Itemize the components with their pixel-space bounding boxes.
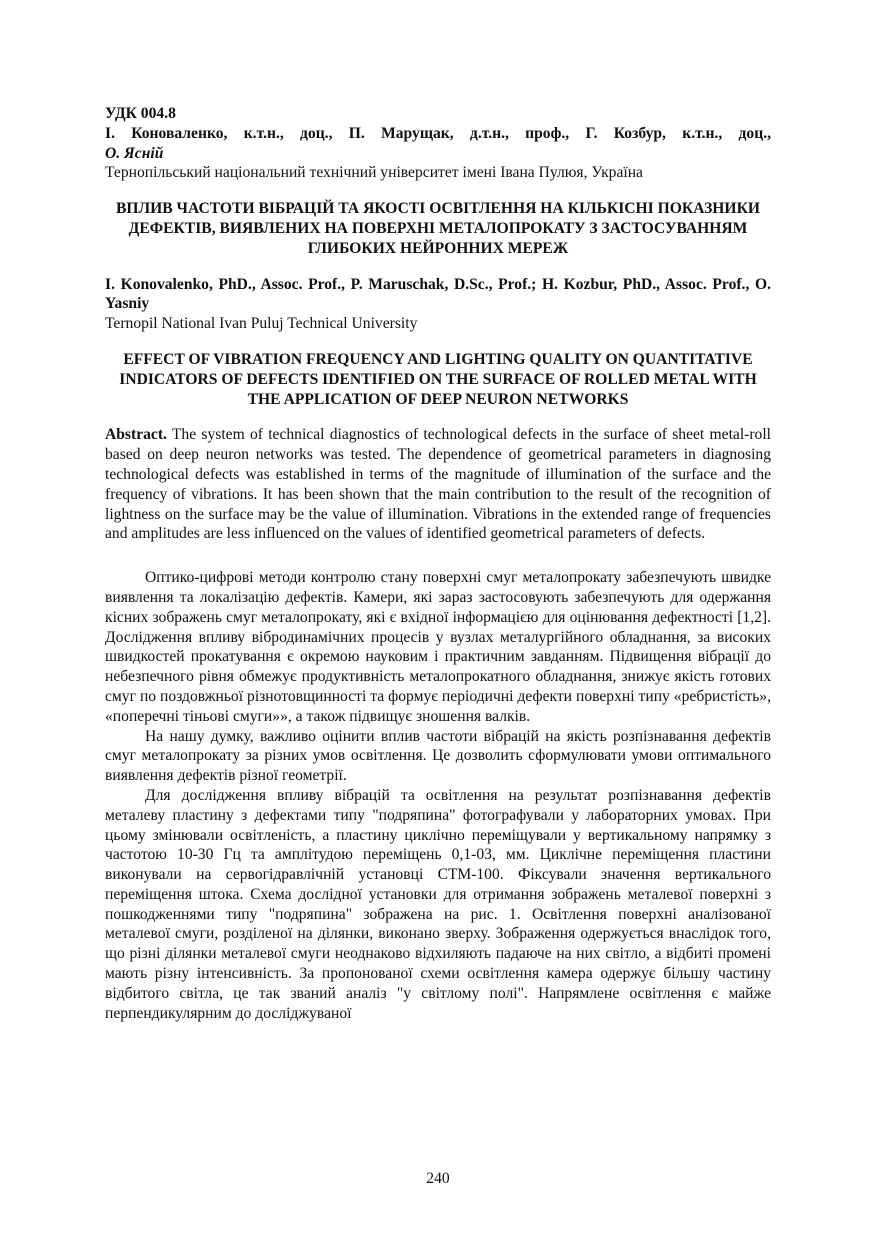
en-affiliation: Ternopil National Ivan Puluj Technical University bbox=[105, 315, 418, 333]
abstract bbox=[105, 425, 771, 544]
body-paragraph-2: На нашу думку, важливо оцінити вплив частоти вібрацій на якість розпізнавання дефектів смуг металопрокату за різних умов освітлення. Це дозволить сформулювати умови оптимального виявлення дефектів різної геометрії. bbox=[105, 727, 771, 785]
uk-authors: І. Коноваленко, к.т.н., доц., П. Марущак, д.т.н., проф., Г. Козбур, к.т.н., доц., bbox=[105, 124, 771, 142]
en-title: EFFECT OF VIBRATION FREQUENCY AND LIGHTING QUALITY ON QUANTITATIVE INDICATORS OF DEFECTS IDENTIFIED ON THE SURFACE OF ROLLED METAL WITH THE APPLICATION OF DEEP NEURON NETWORKS bbox=[119, 350, 757, 408]
page-number: 240 bbox=[426, 1170, 450, 1187]
abstract-text: The system of technical diagnostics of technological defects in the surface of sheet metal-roll based on deep neuron networks was tested. The dependence of geometrical parameters in diagnosing technological defects was established in terms of the magnitude of illumination of the surface and the frequency of vibrations. It has been shown that the main contribution to the result of the recognition of lightness on the surface may be the value of illumination. Vibrations in the extended range of frequencies and amplitudes are less influenced on the values of identified geometrical parameters of defects. bbox=[105, 426, 771, 543]
body-paragraph-1: Оптико-цифрові методи контролю стану поверхні смуг металопрокату забезпечують швидке виявлення та локалізацію дефектів. Камери, які зараз застосовують забезпечують для одержання кісних зображень смуг металопрокату, які є вхідної інформацією для оцінювання дефектності [1,2]. Дослідження впливу вібродинамічних процесів у вузлах металургійного обладнання, за високих швидкостей прокатування є окремою науковим і практичним завданням. Підвищення вібрації до небезпечного рівня обмежує продуктивність металопрокатного обладнання, знижує якість готових смуг по поздовжньої різнотовщинності та формує періодичні дефекти поверхні типу «ребристість», «поперечні тіньові смуги»», а також підвищує зношення валків. bbox=[105, 569, 771, 725]
paper-page bbox=[105, 104, 771, 1023]
en-authors: I. Konovalenko, PhD., Assoc. Prof., P. Maruschak, D.Sc., Prof.; H. Kozbur, PhD., Assoc. Prof., O. Yasniy bbox=[105, 275, 771, 313]
abstract-label: Abstract. bbox=[105, 426, 167, 444]
udk-code: УДК 004.8 bbox=[105, 105, 176, 122]
uk-title: ВПЛИВ ЧАСТОТИ ВІБРАЦІЙ ТА ЯКОСТІ ОСВІТЛЕННЯ НА КІЛЬКІСНІ ПОКАЗНИКИ ДЕФЕКТІВ, ВИЯВЛЕНИХ НА ПОВЕРХНІ МЕТАЛОПРОКАТУ З ЗАСТОСУВАННЯМ ГЛИБОКИХ НЕЙРОННИХ МЕРЕЖ bbox=[115, 200, 761, 257]
body-paragraph-3: Для дослідження впливу вібрацій та освітлення на результат розпізнавання дефектів металеву пластину з дефектами типу "подряпина" фотографували у лабораторних умовах. При цьому змінювали освітленість, а пластину циклічно переміщували у вертикальному напрямку з частотою 10-30 Гц та амплітудою переміщень 0,1-03, мм. Циклічне переміщення пластини виконували на сервогідравлічній установці СТМ-100. Фіксували значення вертикального переміщення штока. Схема дослідної установки для отримання зображень металевої поверхні з пошкодженнями типу "подряпина" зображена на рис. 1. Освітлення поверхні аналізованої металевої смуги, розділеної на ділянки, виконано зверху. Зображення одержується внаслідок того, що різні ділянки металевої смуги неоднаково відхиляють падаюче на них світло, а відбиті промені мають різну інтенсивність. За пропонованої схеми освітлення камера одержує більшу частину відбитого світла, це так званий аналіз "у світлому полі". Напрямлене освітлення є майже перпендикулярним до досліджуваної bbox=[105, 786, 771, 1022]
uk-authors-last: О. Ясній bbox=[105, 144, 164, 162]
uk-affiliation: Тернопільський національний технічний університет імені Івана Пулюя, Україна bbox=[105, 164, 643, 182]
